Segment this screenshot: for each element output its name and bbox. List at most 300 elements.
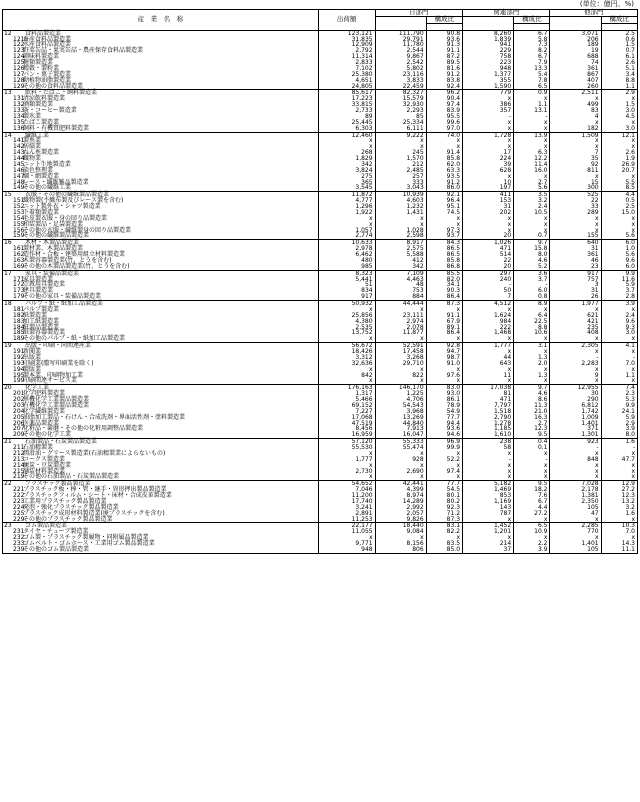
row-other: 26: [550, 294, 601, 300]
row-own: 2,485: [375, 168, 426, 174]
row-own-ratio: 77.7: [426, 481, 462, 487]
row-code: 206: [3, 421, 23, 427]
row-own-ratio: 86.8: [426, 264, 462, 270]
row-own-ratio: 74.5: [426, 210, 462, 216]
row-related: 1,278: [463, 421, 514, 427]
row-related: x: [463, 120, 514, 126]
row-shipment: 17,223: [318, 96, 375, 102]
row-own-ratio: 91.4: [426, 150, 462, 156]
row-other: 848: [550, 457, 601, 463]
row-shipment: 13,752: [318, 330, 375, 336]
row-related-ratio: 6.7: [514, 30, 550, 36]
row-own-ratio: 77.7: [426, 415, 462, 421]
row-name: 糖類製造業: [22, 59, 53, 66]
row-related: 411: [463, 192, 514, 198]
row-other-ratio: x: [601, 228, 637, 234]
row-related: 1,590: [463, 84, 514, 90]
row-related-ratio: x: [514, 469, 550, 475]
row-code: 179: [3, 294, 23, 300]
row-code: 214: [3, 463, 23, 469]
row-other-ratio: 5.6: [601, 233, 637, 239]
row-other: x: [550, 474, 601, 480]
row-own: 1,570: [375, 156, 426, 162]
row-related: 1,624: [463, 313, 514, 319]
row-shipment: 2,833: [318, 60, 375, 66]
row-related-ratio: -: [514, 282, 550, 288]
row-code: 19: [3, 343, 23, 349]
row-code: 141: [3, 138, 23, 144]
row-related: x: [463, 469, 514, 475]
row-other: 33: [550, 204, 601, 210]
row-other-ratio: 1.9: [601, 156, 637, 162]
row-related-ratio: 3.6: [514, 270, 550, 276]
row-other: 2,305: [550, 343, 601, 349]
row-shipment: 480: [318, 258, 375, 264]
row-related-ratio: 10.5: [514, 210, 550, 216]
row-own: 2,575: [375, 246, 426, 252]
row-code: 151: [3, 198, 23, 204]
row-related-ratio: 7.3: [514, 42, 550, 48]
row-name: タイヤ・チューブ製造業: [22, 528, 89, 536]
header-other-ratio: 構成比: [601, 16, 637, 23]
row-name: 工業用プラスチック製品製造業: [22, 497, 107, 505]
row-other: 30: [550, 391, 601, 397]
row-own-ratio: 94.7: [426, 349, 462, 355]
row-name: プラスチックフィルム・シート・床材・合成皮革製造業: [22, 492, 172, 499]
row-other: x: [550, 451, 601, 457]
row-other: 3: [550, 282, 601, 288]
row-own: 245: [375, 150, 426, 156]
row-code: 222: [3, 493, 23, 499]
row-related-ratio: 12.3: [514, 426, 550, 432]
row-other: 811: [550, 168, 601, 174]
row-own-ratio: 83.1: [426, 523, 462, 529]
row-name: 製版業: [22, 365, 41, 373]
row-other: 621: [550, 313, 601, 319]
row-related: x: [463, 228, 514, 234]
row-name: その他の家具・装備品製造業: [22, 293, 101, 301]
row-name: 下着類製造業: [22, 208, 59, 216]
row-other-ratio: 0.5: [601, 198, 637, 204]
row-related: 39: [463, 162, 514, 168]
row-related: 197: [463, 185, 514, 191]
row-shipment: 8,456: [318, 426, 375, 432]
row-other: 189: [550, 42, 601, 48]
row-code: 232: [3, 535, 23, 541]
row-other-ratio: 1.5: [601, 102, 637, 108]
row-related: 22: [463, 258, 514, 264]
row-other: 1,009: [550, 415, 601, 421]
row-name: 有機化学工業製品製造業: [22, 401, 89, 409]
row-related: x: [463, 144, 514, 150]
row-own: 29,710: [375, 361, 426, 367]
row-related-ratio: 15.8: [514, 246, 550, 252]
row-own-ratio: 81.6: [426, 66, 462, 72]
row-other: 2,511: [550, 90, 601, 96]
row-code: 159: [3, 233, 23, 239]
row-related: 853: [463, 493, 514, 499]
row-other-ratio: 12.9: [601, 481, 637, 487]
row-related: 7: [463, 294, 514, 300]
row-name: 織物業: [22, 155, 41, 162]
row-related: 1,185: [463, 426, 514, 432]
row-shipment: 10,633: [318, 240, 375, 246]
row-related: 17,038: [463, 385, 514, 391]
row-related: 386: [463, 102, 514, 108]
row-own: 44,444: [375, 301, 426, 307]
row-own-ratio: 93.6: [426, 37, 462, 43]
row-shipment: 5,441: [318, 277, 375, 283]
row-related-ratio: x: [514, 174, 550, 180]
row-code: 183: [3, 319, 23, 325]
row-own-ratio: 80.2: [426, 499, 462, 505]
row-shipment: 12,460: [318, 132, 375, 138]
row-other-ratio: 9.6: [601, 319, 637, 325]
row-related: 143: [463, 505, 514, 511]
row-own-ratio: 97.6: [426, 373, 462, 379]
row-related: x: [463, 336, 514, 342]
row-other-ratio: 3.9: [601, 426, 637, 432]
row-name: 酒類製造業: [22, 101, 53, 109]
row-name: 製氷業: [22, 112, 41, 120]
row-shipment: 4,380: [318, 319, 375, 325]
row-own: x: [375, 138, 426, 144]
row-other-ratio: 8.8: [601, 78, 637, 84]
row-related-ratio: 7.6: [514, 493, 550, 499]
row-other: 640: [550, 240, 601, 246]
row-related-ratio: 22.5: [514, 319, 550, 325]
row-own: 6,111: [375, 126, 426, 132]
row-shipment: x: [318, 144, 375, 150]
row-shipment: 6,303: [318, 126, 375, 132]
row-other: 105: [550, 505, 601, 511]
row-related-ratio: 6.5: [514, 84, 550, 90]
row-name: 繊維工業: [23, 132, 318, 138]
row-shipment: 33,815: [318, 102, 375, 108]
row-related: x: [463, 349, 514, 355]
row-shipment: 1,317: [318, 391, 375, 397]
row-name: 化学繊維製造業: [22, 407, 65, 415]
row-shipment: 9,771: [318, 541, 375, 547]
row-related: 37: [463, 547, 514, 553]
row-other: 361: [550, 66, 601, 72]
row-own: 11,877: [375, 330, 426, 336]
row-own: 257: [375, 174, 426, 180]
row-related-ratio: 0.9: [514, 90, 550, 96]
row-other: 917: [550, 270, 601, 276]
table-header: [3, 10, 638, 31]
row-own: 9,826: [375, 517, 426, 523]
row-other: 15: [550, 180, 601, 186]
row-code: 163: [3, 258, 23, 264]
row-code: 215: [3, 469, 23, 475]
row-other: x: [550, 307, 601, 313]
row-code: 142: [3, 144, 23, 150]
row-own-ratio: 78.9: [426, 403, 462, 409]
row-other: 361: [550, 252, 601, 258]
row-code: 15: [3, 192, 23, 198]
row-other-ratio: 26.9: [601, 162, 637, 168]
row-code: 211: [3, 445, 23, 451]
row-other: 92: [550, 162, 601, 168]
row-other-ratio: 7.0: [601, 361, 637, 367]
row-other: 7,028: [550, 481, 601, 487]
row-related-ratio: 6.0: [514, 288, 550, 294]
row-name: 印刷関連サービス業: [22, 377, 77, 385]
row-related: 941: [463, 42, 514, 48]
row-code: 121: [3, 37, 23, 43]
row-other: 19: [550, 48, 601, 54]
row-code: 156: [3, 228, 23, 234]
row-own-ratio: 85.0: [426, 547, 462, 553]
row-other: 74: [550, 60, 601, 66]
row-related-ratio: 9.5: [514, 432, 550, 438]
row-other-ratio: x: [601, 535, 637, 541]
row-related: 20: [463, 264, 514, 270]
row-other: 46: [550, 258, 601, 264]
row-other: 770: [550, 529, 601, 535]
row-other-ratio: 3.0: [601, 108, 637, 114]
row-own-ratio: 89.1: [426, 325, 462, 331]
row-own: 146,170: [375, 385, 426, 391]
row-own: x: [375, 463, 426, 469]
row-related: 58: [463, 445, 514, 451]
row-own: 22,459: [375, 84, 426, 90]
row-shipment: 4,651: [318, 78, 375, 84]
row-shipment: x: [318, 463, 375, 469]
row-shipment: 842: [318, 373, 375, 379]
row-related-ratio: x: [514, 222, 550, 228]
row-own-ratio: 80.1: [426, 493, 462, 499]
row-related-ratio: 0.4: [514, 439, 550, 445]
row-other-ratio: 6.0: [601, 240, 637, 246]
row-code: 221: [3, 487, 23, 493]
row-related: 31: [463, 204, 514, 210]
row-code: 172: [3, 282, 23, 288]
row-other: 1,401: [550, 541, 601, 547]
row-own: 1,225: [375, 391, 426, 397]
row-shipment: 2,891: [318, 511, 375, 517]
row-related: 7,797: [463, 403, 514, 409]
row-shipment: 2,535: [318, 325, 375, 331]
row-other: 47: [550, 511, 601, 517]
row-own: x: [375, 367, 426, 373]
row-shipment: 1,296: [318, 204, 375, 210]
row-name: たばこ製造業: [22, 118, 59, 126]
row-shipment: 12,909: [318, 42, 375, 48]
row-other-ratio: 9.3: [601, 325, 637, 331]
row-shipment: 268: [318, 150, 375, 156]
row-shipment: x: [318, 336, 375, 342]
row-code: 171: [3, 277, 23, 283]
row-related: 50: [463, 288, 514, 294]
row-related: 202: [463, 210, 514, 216]
row-other: 757: [550, 277, 601, 283]
row-other-ratio: x: [601, 174, 637, 180]
row-other-ratio: 0.6: [601, 37, 637, 43]
row-code: 207: [3, 426, 23, 432]
row-other-ratio: 5.6: [601, 252, 637, 258]
row-own: 5,588: [375, 252, 426, 258]
row-code: 155: [3, 222, 23, 228]
row-own: 13,269: [375, 415, 426, 421]
row-own-ratio: 96.4: [426, 198, 462, 204]
row-own-ratio: 90.8: [426, 30, 462, 36]
row-other: 289: [550, 210, 601, 216]
row-own: 2,690: [375, 469, 426, 475]
row-own-ratio: 94.6: [426, 432, 462, 438]
row-name: ゴム製品製造業: [23, 523, 318, 529]
row-shipment: x: [318, 222, 375, 228]
row-shipment: 25,445: [318, 120, 375, 126]
row-other: x: [550, 463, 601, 469]
header-industry: 産 業 名 称: [3, 10, 319, 31]
row-other: -: [550, 355, 601, 361]
row-name: 油脂加工製品・石けん・合成洗剤・界面活性剤・塗料製造業: [22, 413, 185, 421]
row-name: 練炭・豆炭製造業: [22, 461, 71, 469]
row-related-ratio: 5.4: [514, 72, 550, 78]
row-own: 54,543: [375, 403, 426, 409]
row-shipment: 54,652: [318, 481, 375, 487]
row-own-ratio: 96.9: [426, 439, 462, 445]
row-own: 32,930: [375, 102, 426, 108]
row-other-ratio: x: [601, 517, 637, 523]
row-code: 136: [3, 126, 23, 132]
row-name: 宗教用具製造業: [22, 281, 65, 289]
row-code: 219: [3, 474, 23, 480]
row-code: 145: [3, 162, 23, 168]
row-shipment: x: [318, 367, 375, 373]
row-own: 82,327: [375, 90, 426, 96]
row-name: 衣服・その他の繊維製品製造業: [23, 192, 318, 198]
row-related-ratio: x: [514, 349, 550, 355]
row-shipment: 1,829: [318, 156, 375, 162]
row-own-ratio: x: [426, 138, 462, 144]
row-own: 4,706: [375, 397, 426, 403]
row-code: 201: [3, 391, 23, 397]
row-own: 18,440: [375, 523, 426, 529]
row-shipment: 7,227: [318, 409, 375, 415]
row-own: 15,579: [375, 96, 426, 102]
row-other-ratio: 3.0: [601, 330, 637, 336]
row-other: 1,381: [550, 493, 601, 499]
row-other: 31: [550, 288, 601, 294]
row-code: 195: [3, 373, 23, 379]
row-other: 1,401: [550, 421, 601, 427]
unit-note: (単位：億円、%): [579, 0, 634, 8]
row-other-ratio: 2.6: [601, 60, 637, 66]
row-related-ratio: x: [514, 336, 550, 342]
row-code: 184: [3, 325, 23, 331]
row-related: x: [463, 96, 514, 102]
row-related-ratio: 1.3: [514, 373, 550, 379]
row-own-ratio: x: [426, 474, 462, 480]
row-shipment: 3,241: [318, 505, 375, 511]
row-related-ratio: 3.7: [514, 277, 550, 283]
row-shipment: 3,312: [318, 355, 375, 361]
row-name: 出版・印刷・同関連産業: [23, 343, 318, 349]
row-own: 9,222: [375, 132, 426, 138]
row-own: 806: [375, 547, 426, 553]
row-own: 822: [375, 373, 426, 379]
row-other-ratio: 2.6: [601, 150, 637, 156]
row-other-ratio: x: [601, 120, 637, 126]
row-own-ratio: 99.6: [426, 120, 462, 126]
row-other: 499: [550, 102, 601, 108]
row-other: 23: [550, 264, 601, 270]
row-other: 290: [550, 397, 601, 403]
row-own-ratio: 93.5: [426, 174, 462, 180]
row-code: 209: [3, 432, 23, 438]
row-related-ratio: 16.0: [514, 168, 550, 174]
row-name: 新聞業: [22, 348, 41, 355]
row-name: 潤滑油・グリース製造業(石油精製業によらないもの): [22, 449, 166, 457]
row-related: 1,777: [463, 343, 514, 349]
row-shipment: 11,200: [318, 493, 375, 499]
row-own: 884: [375, 294, 426, 300]
row-own: 8,974: [375, 493, 426, 499]
row-related: 471: [463, 397, 514, 403]
row-related: 984: [463, 319, 514, 325]
row-name: 製本業、印刷物加工業: [22, 371, 83, 379]
row-shipment: 18,426: [318, 349, 375, 355]
row-own: 48: [375, 282, 426, 288]
row-other: 9: [550, 373, 601, 379]
row-code: 134: [3, 114, 23, 120]
row-code: 135: [3, 120, 23, 126]
row-related: 297: [463, 270, 514, 276]
row-shipment: 5,466: [318, 397, 375, 403]
row-own-ratio: 74.0: [426, 132, 462, 138]
row-own-ratio: x: [426, 222, 462, 228]
row-shipment: 89: [318, 114, 375, 120]
row-own: 753: [375, 288, 426, 294]
row-code: 154: [3, 216, 23, 222]
row-name: ニット生地製造業: [22, 160, 71, 168]
row-related: 1,518: [463, 409, 514, 415]
row-other-ratio: 3.0: [601, 126, 637, 132]
row-related-ratio: x: [514, 96, 550, 102]
row-related: 10: [463, 180, 514, 186]
row-own-ratio: x: [426, 144, 462, 150]
row-other-ratio: 7.0: [601, 529, 637, 535]
row-other: 2,350: [550, 499, 601, 505]
row-related: 8,260: [463, 30, 514, 36]
row-own: 2,544: [375, 48, 426, 54]
row-own-ratio: x: [426, 307, 462, 313]
row-own-ratio: 86.4: [426, 294, 462, 300]
row-other-ratio: 4.1: [601, 343, 637, 349]
row-related: 1,728: [463, 132, 514, 138]
row-shipment: 365: [318, 180, 375, 186]
row-related: 628: [463, 168, 514, 174]
row-related-ratio: 2.0: [514, 361, 550, 367]
row-own-ratio: x: [426, 451, 462, 457]
row-other-ratio: 2.5: [601, 30, 637, 36]
row-other-ratio: 20.7: [601, 168, 637, 174]
row-own: 52,591: [375, 343, 426, 349]
row-related-ratio: 13.9: [514, 132, 550, 138]
row-shipment: x: [318, 138, 375, 144]
row-own: 23,116: [375, 72, 426, 78]
row-other-ratio: 3.2: [601, 505, 637, 511]
row-related-ratio: x: [514, 517, 550, 523]
row-other: x: [550, 517, 601, 523]
row-name: レース・繊維雑品製造業: [22, 178, 89, 186]
row-related-ratio: x: [514, 307, 550, 313]
row-code: 131: [3, 96, 23, 102]
row-name: その他のパルプ・紙・紙加工品製造業: [22, 335, 125, 343]
